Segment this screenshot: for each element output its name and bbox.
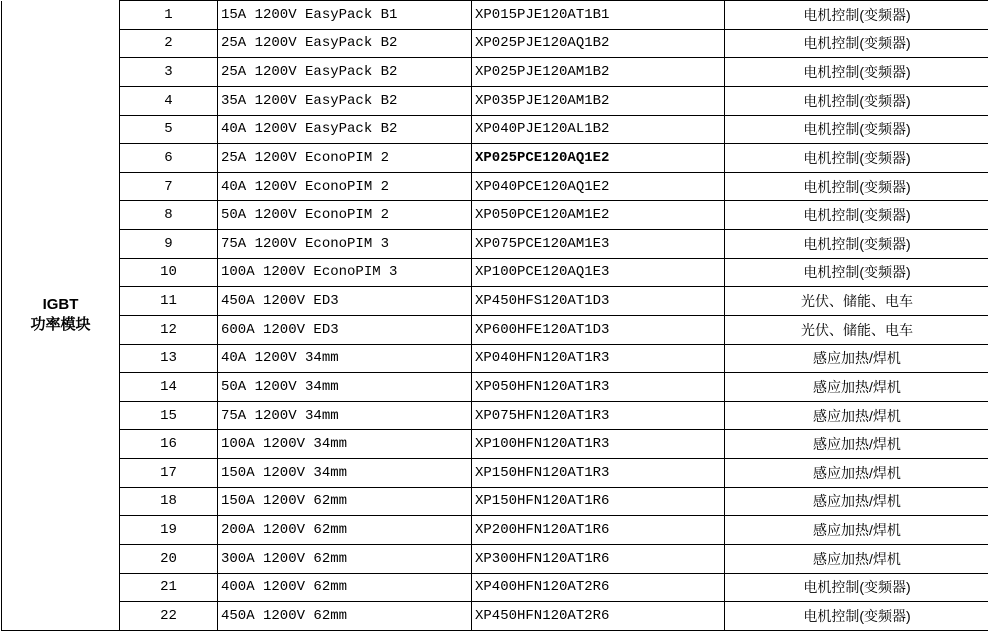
spec-cell: 50A 1200V 34mm [218, 373, 472, 402]
spec-cell: 25A 1200V EasyPack B2 [218, 58, 472, 87]
table-row [2, 58, 988, 87]
spec-cell: 40A 1200V EconoPIM 2 [218, 172, 472, 201]
spec-cell: 75A 1200V EconoPIM 3 [218, 230, 472, 259]
row-index-cell: 21 [120, 573, 218, 602]
row-index-cell: 4 [120, 86, 218, 115]
spec-cell: 400A 1200V 62mm [218, 573, 472, 602]
spec-cell: 50A 1200V EconoPIM 2 [218, 201, 472, 230]
table-row [2, 144, 988, 173]
spec-cell: 450A 1200V 62mm [218, 602, 472, 631]
row-index-cell: 17 [120, 459, 218, 488]
part-number-cell: XP035PJE120AM1B2 [472, 86, 725, 115]
part-number-cell: XP200HFN120AT1R6 [472, 516, 725, 545]
application-cell: 电机控制(变频器) [725, 602, 988, 631]
spec-cell: 40A 1200V EasyPack B2 [218, 115, 472, 144]
part-number-cell: XP050HFN120AT1R3 [472, 373, 725, 402]
spec-cell: 100A 1200V EconoPIM 3 [218, 258, 472, 287]
table-row [2, 516, 988, 545]
part-number-cell: XP040PJE120AL1B2 [472, 115, 725, 144]
application-cell: 电机控制(变频器) [725, 86, 988, 115]
application-cell: 光伏、储能、电车 [725, 315, 988, 344]
table-row [2, 373, 988, 402]
table-row [2, 287, 988, 316]
row-index-cell: 16 [120, 430, 218, 459]
spec-cell: 25A 1200V EasyPack B2 [218, 29, 472, 58]
category-cell [2, 1, 120, 631]
application-cell: 电机控制(变频器) [725, 29, 988, 58]
part-number-cell: XP075PCE120AM1E3 [472, 230, 725, 259]
application-cell: 电机控制(变频器) [725, 172, 988, 201]
part-number-cell: XP050PCE120AM1E2 [472, 201, 725, 230]
row-index-cell: 20 [120, 544, 218, 573]
row-index-cell: 15 [120, 401, 218, 430]
table-row [2, 430, 988, 459]
table-row [2, 172, 988, 201]
part-number-cell: XP450HFN120AT2R6 [472, 602, 725, 631]
spec-cell: 15A 1200V EasyPack B1 [218, 1, 472, 30]
spec-cell: 300A 1200V 62mm [218, 544, 472, 573]
table-body [2, 1, 988, 631]
part-number-cell: XP450HFS120AT1D3 [472, 287, 725, 316]
table-row [2, 1, 988, 30]
part-number-cell: XP400HFN120AT2R6 [472, 573, 725, 602]
table-row [2, 315, 988, 344]
part-number-cell: XP075HFN120AT1R3 [472, 401, 725, 430]
table-row [2, 258, 988, 287]
spec-cell: 150A 1200V 62mm [218, 487, 472, 516]
table-row [2, 401, 988, 430]
application-cell: 感应加热/焊机 [725, 487, 988, 516]
table-row [2, 487, 988, 516]
row-index-cell: 10 [120, 258, 218, 287]
part-number-cell: XP025PJE120AM1B2 [472, 58, 725, 87]
row-index-cell: 13 [120, 344, 218, 373]
part-number-cell: XP015PJE120AT1B1 [472, 1, 725, 30]
category-line-1: IGBT [42, 296, 79, 313]
application-cell: 电机控制(变频器) [725, 58, 988, 87]
part-number-cell: XP040HFN120AT1R3 [472, 344, 725, 373]
table-row [2, 230, 988, 259]
row-index-cell: 14 [120, 373, 218, 402]
table-row [2, 115, 988, 144]
application-cell: 感应加热/焊机 [725, 344, 988, 373]
row-index-cell: 18 [120, 487, 218, 516]
application-cell: 感应加热/焊机 [725, 516, 988, 545]
part-number-cell: XP100PCE120AQ1E3 [472, 258, 725, 287]
table-row [2, 573, 988, 602]
application-cell: 感应加热/焊机 [725, 459, 988, 488]
row-index-cell: 7 [120, 172, 218, 201]
application-cell: 感应加热/焊机 [725, 430, 988, 459]
spec-cell: 200A 1200V 62mm [218, 516, 472, 545]
table-row [2, 29, 988, 58]
spec-cell: 450A 1200V ED3 [218, 287, 472, 316]
table-row [2, 344, 988, 373]
row-index-cell: 19 [120, 516, 218, 545]
application-cell: 电机控制(变频器) [725, 258, 988, 287]
application-cell: 电机控制(变频器) [725, 201, 988, 230]
row-index-cell: 8 [120, 201, 218, 230]
igbt-module-table [1, 0, 988, 631]
application-cell: 电机控制(变频器) [725, 144, 988, 173]
part-number-cell: XP600HFE120AT1D3 [472, 315, 725, 344]
table-row [2, 86, 988, 115]
application-cell: 电机控制(变频器) [725, 115, 988, 144]
spec-cell: 40A 1200V 34mm [218, 344, 472, 373]
spec-cell: 150A 1200V 34mm [218, 459, 472, 488]
row-index-cell: 1 [120, 1, 218, 30]
row-index-cell: 22 [120, 602, 218, 631]
row-index-cell: 11 [120, 287, 218, 316]
row-index-cell: 6 [120, 144, 218, 173]
row-index-cell: 3 [120, 58, 218, 87]
application-cell: 感应加热/焊机 [725, 401, 988, 430]
application-cell: 电机控制(变频器) [725, 1, 988, 30]
application-cell: 感应加热/焊机 [725, 373, 988, 402]
part-number-cell: XP100HFN120AT1R3 [472, 430, 725, 459]
part-number-cell: XP025PJE120AQ1B2 [472, 29, 725, 58]
table-row [2, 602, 988, 631]
part-number-cell: XP300HFN120AT1R6 [472, 544, 725, 573]
spec-cell: 100A 1200V 34mm [218, 430, 472, 459]
table-row [2, 459, 988, 488]
table-row [2, 201, 988, 230]
part-number-cell: XP150HFN120AT1R6 [472, 487, 725, 516]
table-row [2, 544, 988, 573]
spec-cell: 75A 1200V 34mm [218, 401, 472, 430]
application-cell: 电机控制(变频器) [725, 230, 988, 259]
part-number-cell: XP040PCE120AQ1E2 [472, 172, 725, 201]
application-cell: 电机控制(变频器) [725, 573, 988, 602]
category-line-2: 功率模块 [30, 316, 91, 334]
spec-cell: 600A 1200V ED3 [218, 315, 472, 344]
row-index-cell: 12 [120, 315, 218, 344]
part-number-cell: XP150HFN120AT1R3 [472, 459, 725, 488]
spec-cell: 25A 1200V EconoPIM 2 [218, 144, 472, 173]
row-index-cell: 2 [120, 29, 218, 58]
spec-cell: 35A 1200V EasyPack B2 [218, 86, 472, 115]
row-index-cell: 5 [120, 115, 218, 144]
application-cell: 感应加热/焊机 [725, 544, 988, 573]
row-index-cell: 9 [120, 230, 218, 259]
application-cell: 光伏、储能、电车 [725, 287, 988, 316]
part-number-cell: XP025PCE120AQ1E2 [472, 144, 725, 173]
